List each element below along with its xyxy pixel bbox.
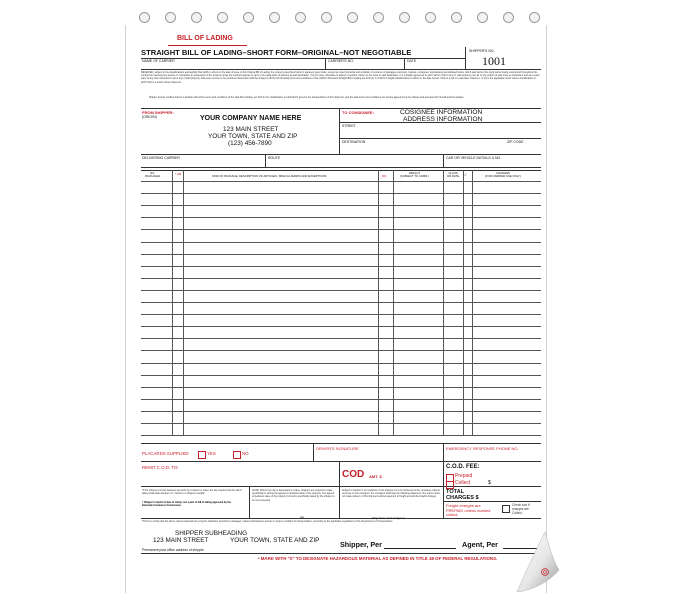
table-row-line [141,375,541,376]
divider [141,518,541,519]
subheading-city: YOUR TOWN, STATE AND ZIP [230,537,320,544]
carrier-name-label: NAME OF CARRIER [142,59,175,63]
punch-hole-icon [399,12,410,23]
car-initials-label: CAR OR VEHICLE INITIALS & NO. [446,156,502,160]
divider [339,108,340,154]
shipper-street: 123 MAIN STREET [223,126,279,133]
table-row-line [141,242,541,243]
divider [141,69,541,70]
col-header-rq: RQ [382,174,387,178]
table-column-line [463,170,464,435]
table-row-line [141,181,541,182]
col-header-hm: * HM [175,172,182,176]
table-row-line [141,423,541,424]
form-title: STRAIGHT BILL OF LADING–SHORT FORM–ORIGINAL–NOT NEGOTIABLE [141,48,412,57]
table-row-line [141,254,541,255]
divider [443,154,444,167]
punch-hole-icon [321,12,332,23]
cod-collect-label: Collect [455,480,471,486]
table-column-line [172,170,173,435]
divider [141,154,541,155]
table-row-line [141,205,541,206]
subheading-street: 123 MAIN STREET [153,537,209,544]
punch-hole-icon [217,12,228,23]
table-column-line [443,170,444,435]
punch-hole-icon [451,12,462,23]
divider [141,443,541,444]
divider [339,122,541,123]
divider [265,154,266,167]
divider [141,58,465,59]
table-row-line [141,338,541,339]
punch-hole-icon [529,12,540,23]
divider [339,486,340,518]
divider [465,47,466,69]
drivers-signature-label: DRIVER'S SIGNATURE [316,446,359,451]
certification-text: *This is to certify that the above named materials are properly classified, described, packaged, marked and labeled, and are in proper condition for transportation, according to the applicable regulations of the Department of Transportation. [142,520,394,523]
divider [313,443,314,461]
page-curl-icon [515,530,561,594]
table-column-line [393,170,394,435]
consignee-zip-label: ZIP CODE [507,140,524,144]
punch-hole-icon [503,12,514,23]
divider [443,443,444,518]
cod-amount-label: AMT. $ [369,474,382,479]
punch-hole-icon [139,12,150,23]
punch-hole-icon [165,12,176,23]
punch-hole-icon [373,12,384,23]
punch-hole-icon [243,12,254,23]
shipper-city: YOUR TOWN, STATE AND ZIP [208,133,298,140]
table-row-line [141,290,541,291]
divider [443,501,541,502]
consignee-label: TO CONSIGNEE: [342,110,374,115]
freight-prepaid-note: Freight charges are PREPAID unless marked collect. [446,503,491,518]
placards-yes-checkbox[interactable] [198,451,206,459]
col-header-description: KIND OF PACKAGE, DESCRIPTION OF ARTICLES, SPECIAL MARKS AND EXCEPTIONS [212,174,327,178]
total-charges-label: TOTAL CHARGES $ [446,489,479,501]
table-column-line [183,170,184,435]
divider [325,58,326,69]
shipper-certifies-text: Shipper hereby certifies that he is familiar with all the terms and conditions of the said bill of lading, set forth in the classification or tariff which governs the transportation of this shipment, and the said terms and conditions are hereby agreed to by the shipper and accepted for himself and his assigns. [149,96,465,99]
shipper-label: FROM SHIPPER: [142,110,174,115]
charges-collect-checkbox[interactable] [502,505,510,513]
carrier-no-label: CARRIER'S NO. [328,59,354,63]
punch-hole-icon [269,12,280,23]
received-terms-text: RECEIVED, subject to the classifications and lawfully filed tariffs in effect on the date of issue of this Original Bill of Lading, the property described below in apparent good order, except as noted (contents and condition of contents of packages unknown), marked, consigned, and destined as indicated below, which said carrier (the word carrier being understood throughout this contract as meaning any person or corporation in possession of the property under the contract) agrees to carry to its usual place of delivery at said destination, if on its route, otherwise to deliver to another carrier on the route to said destination. It is mutually agreed as to each carrier of all or any of, said property over all or any portion of said route to destination and as to each party at any time interested in all or any of said property, that every service to be performed hereunder shall be subject to all the bill of lading terms and conditions of the Uniform Domestic Straight Bill of Lading set forth (1) in Uniform Freight Classifications in effect on the date hereof, if this is a rail or a rail-water shipment, or (2) in the applicable motor carrier classification or tariff if this is a motor carrier shipment. [141,71,540,84]
shipper-company: YOUR COMPANY NAME HERE [200,115,302,122]
table-row-line [141,193,541,194]
placards-label: PLACARDS SUPPLIED [142,451,189,456]
table-row-line [141,302,541,303]
carrier-weight-note: *If the shipment moves between two ports by a carrier by water, the law requires that the bill of lading shall state whether it is "Carrier's or shipper's weight". [142,489,242,496]
col-header-charges: CHARGES (FOR CARRIER USE ONLY) [485,171,521,179]
col-header-class: CLASS OR RATE [447,171,460,179]
delivering-carrier-label: DELIVERING CARRIER [142,156,180,160]
shipper-per-label: Shipper, Per [340,540,382,549]
table-row-line [141,399,541,400]
cod-collect-dollar: $ [488,480,491,486]
shippers-no-label: SHIPPER'S NO. [469,49,495,53]
table-row-line [141,229,541,230]
hazmat-note: • MARK WITH "X" TO DESIGNATE HAZARDOUS MATERIAL AS DEFINED IN TITLE 49 OF FEDERAL REGULATIONS. [258,556,498,561]
tab-underline [168,45,247,46]
remit-cod-label: REMIT C.O.D. TO: [142,465,179,470]
table-row-line [141,314,541,315]
table-row-line [141,411,541,412]
divider [141,553,541,554]
col-header-weight: WEIGHT (SUBJECT TO CORR.) [400,171,429,179]
origin-label: (ORIGIN) [142,115,157,119]
table-row-line [141,350,541,351]
table-row-line [141,326,541,327]
cod-fee-label: C.O.D. FEE: [446,464,480,470]
col-header-check: ✓ [464,172,468,177]
divider [141,167,541,168]
table-row-line [141,435,541,436]
form-tab-label: BILL OF LADING [177,35,233,42]
table-row-line [141,363,541,364]
divider [404,58,405,69]
table-row-line [141,217,541,218]
col-header-packages: NO. PACKAGES [145,171,161,179]
punch-hole-icon [425,12,436,23]
declared-value-per: per [300,515,305,519]
placards-yes-label: YES [207,451,216,456]
punch-hole-icon [347,12,358,23]
table-row-line [141,278,541,279]
consignor-signature-label: (Signature of Consignor) [372,516,405,520]
divider [249,486,250,518]
divider [141,461,541,462]
punch-hole-icon [477,12,488,23]
consignee-destination-label: DESTINATION [342,140,366,144]
route-label: ROUTE [268,156,281,160]
permanent-address-label: Permanent post office address of shipper [142,548,204,552]
shipper-imprint-note: † Shipper's imprint in lieu of stamp; not a part of bill of lading approved by the Interstate Commerce Commission. [142,501,231,508]
date-label: DATE [407,59,417,63]
cod-collect-checkbox[interactable] [446,481,454,489]
shipper-phone: (123) 456-7890 [228,140,272,147]
consignee-line2: ADDRESS INFORMATION [403,116,483,123]
emergency-phone-label: EMERGENCY RESPONSE PHONE NO. [446,446,519,451]
divider [339,138,541,139]
table-row-line [141,387,541,388]
punch-hole-icon [295,12,306,23]
shippers-no-value: 1001 [482,54,506,68]
cod-label: COD [342,469,365,480]
shipper-subheading: SHIPPER SUBHEADING [175,530,248,537]
divider [141,486,541,487]
declared-value-note: NOTE: Where the rate is dependent on value, shippers are required to state specifically in writing the agreed or declared value of the property. The agreed or declared value of the property is hereby specifically stated by the shipper to be not exceeding [252,489,335,502]
table-row-line [141,266,541,267]
agent-per-label: Agent, Per [462,540,498,549]
cod-prepaid-label: Prepaid [455,473,473,479]
consignee-street-label: STREET [342,124,356,128]
placards-no-label: NO [242,451,249,456]
consignee-line1: COSIGNEE INFORMATION [400,109,483,116]
shipper-per-line[interactable] [384,548,456,549]
check-box-note: Check box if charges are Collect. [512,503,530,515]
table-column-line [472,170,473,435]
table-column-line [378,170,379,435]
divider [339,461,340,486]
table-header-top-line [141,170,541,171]
punch-hole-icon [191,12,202,23]
section7-note: Subject to Section 7 of conditions, if this shipment is to be delivered to the consignee without recourse on the consignor, the consignor shall sign the following statement: The carrier shall not make delivery of this shipment without payment of freight and all other lawful charges. [342,489,440,499]
placards-no-checkbox[interactable] [233,451,241,459]
